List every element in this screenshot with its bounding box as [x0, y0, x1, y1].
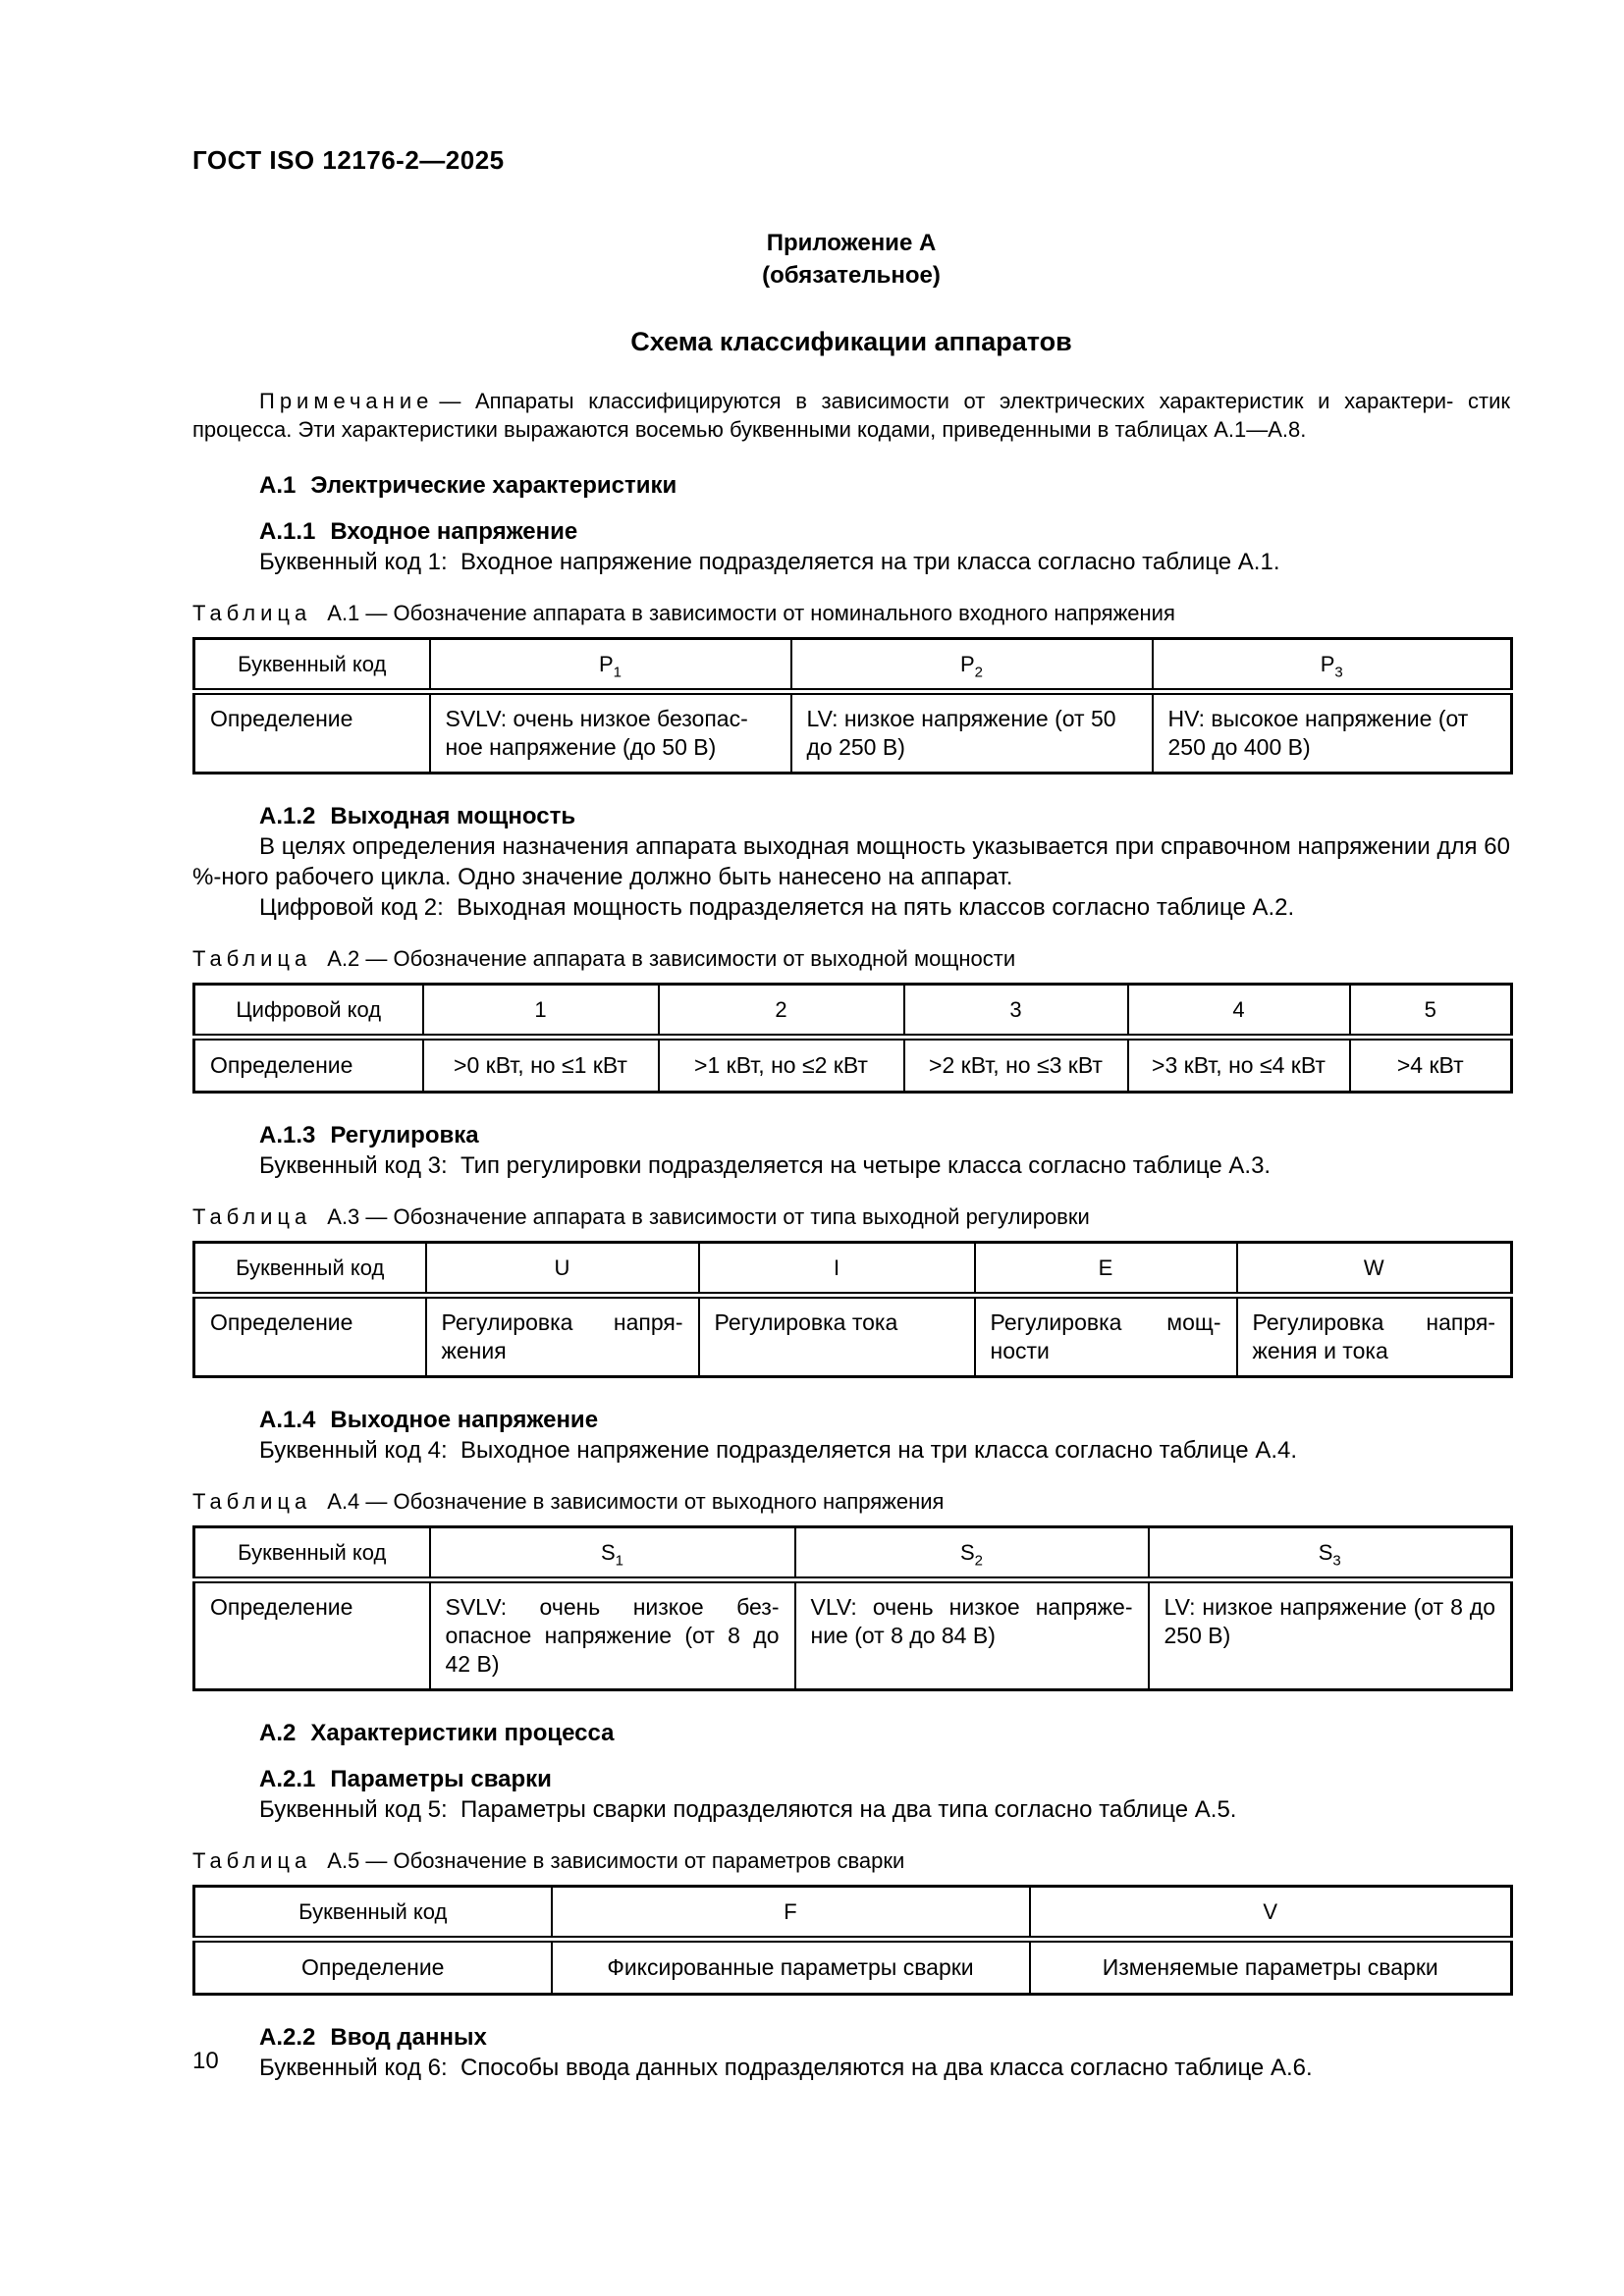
table-a4-cell-s3: LV: низкое напряжение (от 8 до 250 В)	[1149, 1580, 1512, 1690]
table-a4-header-s3: $S_3$	[1149, 1527, 1512, 1580]
caption-label: Таблица	[192, 946, 312, 971]
table-a1	[192, 637, 1513, 774]
section-number: А.2	[259, 1720, 297, 1746]
table-a4-body-row	[194, 1580, 1512, 1690]
table-a2-header-1: 1	[423, 985, 659, 1038]
table-a1-header-p2: $P_2$	[791, 639, 1153, 692]
table-a4-caption	[192, 1489, 1510, 1515]
table-a4-cell-s2: VLV: очень низкое напряже- ние (от 8 до 84 В)	[795, 1580, 1149, 1690]
table-a1-caption	[192, 601, 1510, 626]
section-heading-a2	[192, 1719, 1510, 1748]
table-a3	[192, 1241, 1513, 1378]
caption-text: А.3 — Обозначение аппарата в зависимости от типа выходной регулировки	[327, 1204, 1090, 1229]
caption-label: Таблица	[192, 1848, 312, 1873]
caption-label: Таблица	[192, 1489, 312, 1514]
section-title: Регулировка	[330, 1122, 479, 1148]
table-a2-body-row	[194, 1038, 1512, 1093]
section-heading-a12	[192, 802, 1510, 831]
paragraph-code5: Буквенный код 5: Параметры сварки подразделяются на два типа согласно таблице А.5.	[259, 1796, 1237, 1823]
table-a3-body-row	[194, 1296, 1512, 1377]
doc-code: ГОСТ ISO 12176-2—2025	[192, 145, 505, 175]
note-label: Примечание	[259, 389, 434, 413]
caption-label: Таблица	[192, 1204, 312, 1229]
table-a5-header-v: V	[1030, 1887, 1512, 1940]
table-a4-row-label: Определение	[194, 1580, 430, 1690]
paragraph-code6: Буквенный код 6: Способы ввода данных подразделяются на два класса согласно таблице А.6.	[259, 2055, 1313, 2081]
section-title: Параметры сварки	[330, 1766, 552, 1792]
caption-text: А.1 — Обозначение аппарата в зависимости от номинального входного напряжения	[327, 601, 1175, 625]
table-a3-cell-e: Регулировка мощ- ности	[975, 1296, 1237, 1377]
table-a5	[192, 1885, 1513, 1996]
table-a2	[192, 983, 1513, 1094]
table-a5-caption	[192, 1848, 1510, 1874]
table-a4	[192, 1525, 1513, 1691]
table-a3-row-label: Определение	[194, 1296, 426, 1377]
table-a3-header-w: W	[1237, 1243, 1512, 1296]
table-a2-row-label: Определение	[194, 1038, 423, 1093]
section-heading-a11	[192, 517, 1510, 547]
section-number: А.1.1	[259, 518, 316, 545]
table-a2-header-4: 4	[1128, 985, 1350, 1038]
table-a1-body-row	[194, 692, 1512, 774]
table-a2-cell-5: >4 кВт	[1350, 1038, 1512, 1093]
table-a5-header-f: F	[552, 1887, 1030, 1940]
section-title: Входное напряжение	[330, 518, 578, 545]
section-number: А.1	[259, 472, 297, 499]
table-a5-cell-v: Изменяемые параметры сварки	[1030, 1940, 1512, 1995]
table-a3-caption	[192, 1204, 1510, 1230]
section-heading-a21	[192, 1765, 1510, 1794]
table-a2-cell-1: >0 кВт, но ≤1 кВт	[423, 1038, 659, 1093]
table-a5-row-label: Определение	[194, 1940, 552, 1995]
table-a2-cell-2: >1 кВт, но ≤2 кВт	[659, 1038, 904, 1093]
section-title: Электрические характеристики	[310, 472, 677, 499]
section-title: Характеристики процесса	[310, 1720, 615, 1746]
page-title: Схема классификации аппаратов	[630, 327, 1072, 356]
caption-text: А.4 — Обозначение в зависимости от выходного напряжения	[327, 1489, 945, 1514]
paragraph-code3: Буквенный код 3: Тип регулировки подразделяется на четыре класса согласно таблице А.3.	[259, 1152, 1272, 1179]
section-heading-a1	[192, 471, 1510, 501]
table-a1-cell-p1: SVLV: очень низкое безопас- ное напряжение (до 50 В)	[430, 692, 791, 774]
caption-text: А.2 — Обозначение аппарата в зависимости от выходной мощности	[327, 946, 1016, 971]
table-a3-header-row	[194, 1243, 1512, 1296]
section-number: А.1.3	[259, 1122, 316, 1148]
section-heading-a22	[192, 2023, 1510, 2053]
paragraph-a12-1: В целях определения назначения аппарата выходная мощность указывается при справочном напряжении для 60 %-ного рабочего цикла. Одно значение должно быть нанесено на аппарат.	[192, 833, 1517, 890]
page-number: 10	[192, 2048, 219, 2074]
table-a2-header-label: Цифровой код	[194, 985, 423, 1038]
section-heading-a14	[192, 1406, 1510, 1435]
section-title: Выходная мощность	[330, 803, 576, 829]
table-a5-cell-f: Фиксированные параметры сварки	[552, 1940, 1030, 1995]
section-number: А.2.1	[259, 1766, 316, 1792]
table-a2-caption	[192, 946, 1510, 972]
section-heading-a13	[192, 1121, 1510, 1150]
caption-label: Таблица	[192, 601, 312, 625]
table-a5-header-row	[194, 1887, 1512, 1940]
paragraph-code1: Буквенный код 1: Входное напряжение подразделяется на три класса согласно таблице А.1.	[259, 549, 1280, 575]
section-title: Выходное напряжение	[330, 1407, 599, 1433]
table-a3-cell-w: Регулировка напря- жения и тока	[1237, 1296, 1512, 1377]
table-a1-header-label: Буквенный код	[194, 639, 430, 692]
table-a3-header-u: U	[426, 1243, 699, 1296]
note-text: — Аппараты классифицируются в зависимости от электрических характеристик и характери- стик процесса. Эти характеристики выражаются восемью буквенными кодами, приведенными в таблицах А.1—А.8.	[192, 389, 1517, 442]
table-a1-header-p3: $P_3$	[1153, 639, 1512, 692]
annex-name: Приложение А	[766, 230, 937, 256]
table-a4-header-label: Буквенный код	[194, 1527, 430, 1580]
section-number: А.2.2	[259, 2024, 316, 2051]
table-a2-cell-3: >2 кВт, но ≤3 кВт	[904, 1038, 1128, 1093]
table-a1-cell-p2: LV: низкое напряжение (от 50 до 250 В)	[791, 692, 1153, 774]
table-a2-header-row	[194, 985, 1512, 1038]
annex-qualifier: (обязательное)	[762, 262, 941, 289]
table-a4-cell-s1: SVLV: очень низкое без- опасное напряжение (от 8 до 42 В)	[430, 1580, 795, 1690]
note-paragraph	[192, 387, 1517, 444]
table-a3-header-label: Буквенный код	[194, 1243, 426, 1296]
table-a2-header-2: 2	[659, 985, 904, 1038]
table-a2-header-5: 5	[1350, 985, 1512, 1038]
section-title: Ввод данных	[330, 2024, 487, 2051]
paragraph-code4: Буквенный код 4: Выходное напряжение подразделяется на три класса согласно таблице А.4.	[259, 1437, 1298, 1464]
section-number: А.1.4	[259, 1407, 316, 1433]
table-a1-row-label: Определение	[194, 692, 430, 774]
table-a3-header-i: I	[699, 1243, 975, 1296]
table-a1-cell-p3: HV: высокое напряжение (от 250 до 400 В)	[1153, 692, 1512, 774]
table-a4-header-row	[194, 1527, 1512, 1580]
annex-block	[192, 227, 1510, 292]
table-a5-header-label: Буквенный код	[194, 1887, 552, 1940]
table-a5-body-row	[194, 1940, 1512, 1995]
table-a3-cell-u: Регулировка напря- жения	[426, 1296, 699, 1377]
paragraph-code2: Цифровой код 2: Выходная мощность подразделяется на пять классов согласно таблице А.2.	[259, 894, 1295, 921]
table-a3-header-e: E	[975, 1243, 1237, 1296]
caption-text: А.5 — Обозначение в зависимости от параметров сварки	[327, 1848, 905, 1873]
table-a2-cell-4: >3 кВт, но ≤4 кВт	[1128, 1038, 1350, 1093]
table-a4-header-s1: $S_1$	[430, 1527, 795, 1580]
section-number: А.1.2	[259, 803, 316, 829]
table-a2-header-3: 3	[904, 985, 1128, 1038]
table-a1-header-row	[194, 639, 1512, 692]
table-a4-header-s2: $S_2$	[795, 1527, 1149, 1580]
table-a1-header-p1: $P_1$	[430, 639, 791, 692]
table-a3-cell-i: Регулировка тока	[699, 1296, 975, 1377]
